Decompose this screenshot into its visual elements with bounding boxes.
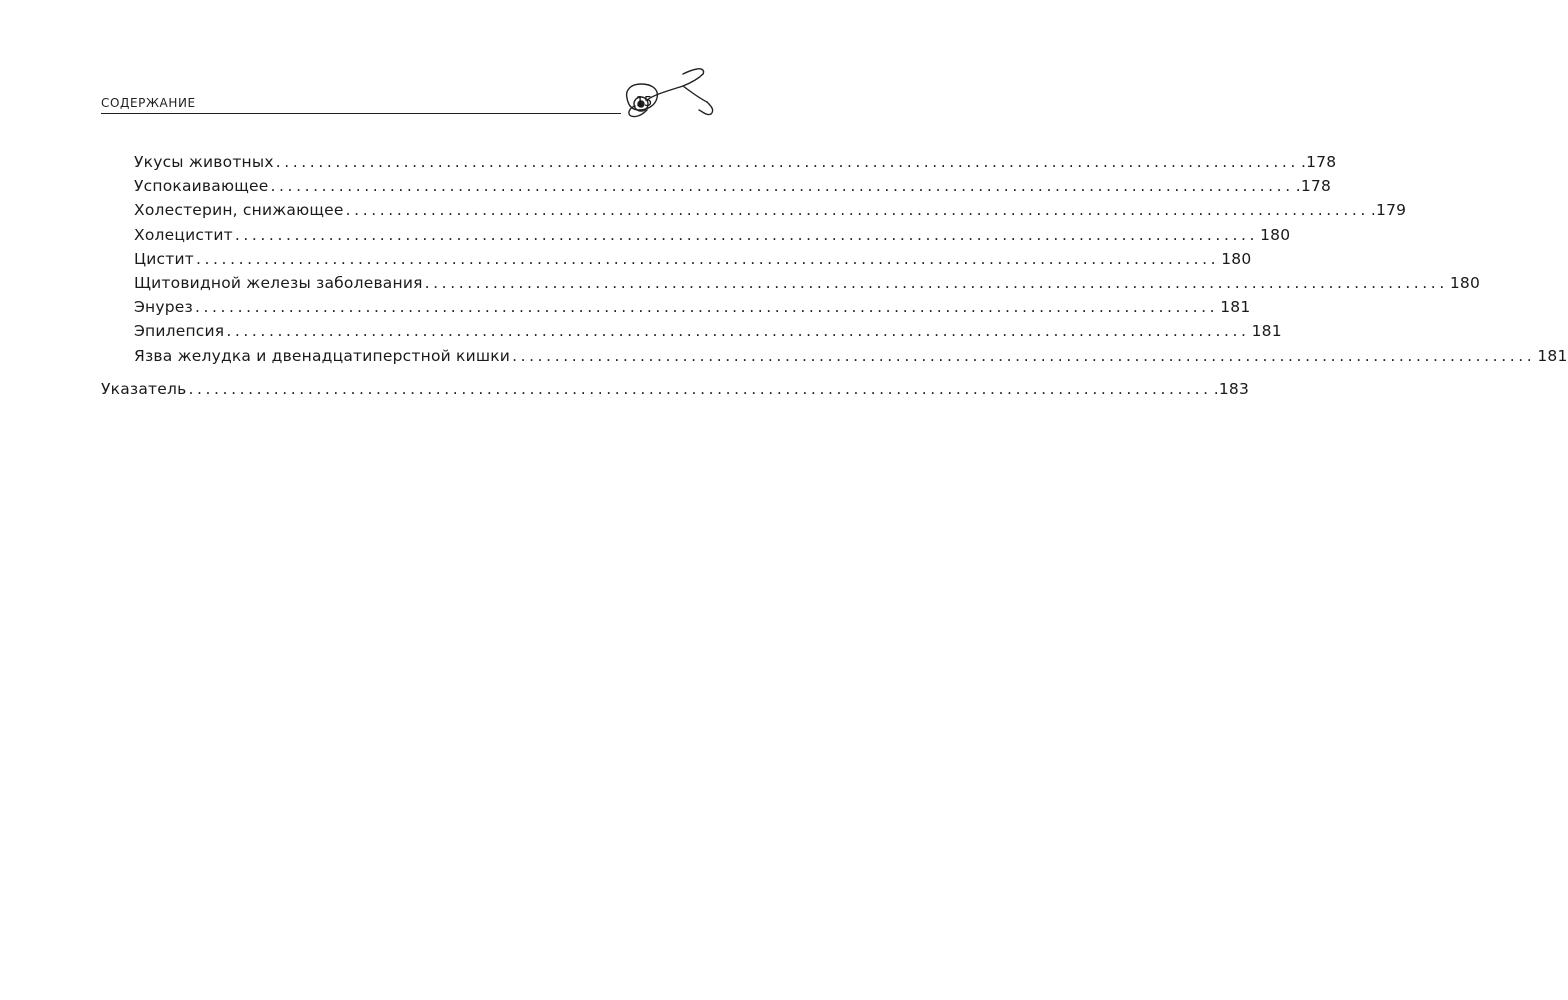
toc-entry-page: .178 — [1295, 177, 1332, 196]
toc-entry-page: .183 — [1213, 379, 1250, 398]
toc-entry[interactable] — [101, 223, 1291, 247]
toc-entry-page: 180 — [1260, 225, 1291, 244]
toc-leader-dots: ........................................................................................................................ — [270, 177, 1294, 196]
header-rule — [101, 113, 621, 114]
stethoscope-icon — [611, 62, 721, 122]
toc-entry-label: Холестерин, снижающее — [134, 201, 344, 220]
toc-entry-label: Холецистит — [134, 225, 233, 244]
toc-entry-page: 181 — [1220, 298, 1251, 317]
toc-entry[interactable] — [101, 198, 1407, 222]
toc-entry-label: Указатель — [101, 379, 187, 398]
toc-entry-page: 180 — [1221, 249, 1252, 268]
toc-entry-label: Эпилепсия — [134, 322, 225, 341]
toc-entry-label: Щитовидной железы заболевания — [134, 273, 423, 292]
toc-leader-dots: ........................................................................................................................ — [234, 225, 1259, 244]
toc-entry-label: Успокаивающее — [134, 177, 269, 196]
table-of-contents — [101, 150, 1568, 401]
toc-leader-dots: ........................................................................................................................ — [188, 379, 1212, 398]
running-header — [101, 62, 713, 122]
toc-entry-page: 181 — [1537, 346, 1568, 365]
toc-entry[interactable] — [101, 150, 1337, 174]
toc-entry[interactable] — [101, 295, 1251, 319]
toc-leader-dots: ........................................................................................................................ — [226, 322, 1250, 341]
toc-entry[interactable] — [101, 174, 1332, 198]
toc-entry-label: Язва желудка и двенадцатиперстной кишки — [134, 346, 511, 365]
toc-entry[interactable] — [101, 319, 1282, 343]
toc-entry-label: Укусы животных — [134, 153, 274, 171]
toc-entry[interactable] — [101, 247, 1252, 271]
header-title: СОДЕРЖАНИЕ — [101, 96, 196, 110]
toc-leader-dots: ........................................................................................................................ — [424, 273, 1448, 292]
page-number: 15 — [635, 95, 653, 110]
toc-entry[interactable] — [101, 271, 1481, 295]
toc-leader-dots: ........................................................................................................................ — [275, 153, 1299, 171]
toc-entry-page: 180 — [1449, 273, 1481, 292]
toc-entry-index[interactable] — [101, 377, 1250, 401]
toc-leader-dots: ........................................................................................................................ — [195, 249, 1220, 268]
toc-entry-page: .179 — [1370, 201, 1407, 220]
toc-entry-label: Энурез — [134, 298, 193, 317]
toc-leader-dots: ........................................................................................................................ — [194, 298, 1219, 317]
toc-entry[interactable] — [101, 344, 1568, 368]
toc-entry-page: .178 — [1300, 153, 1337, 171]
toc-leader-dots: ........................................................................................................................ — [512, 346, 1536, 365]
toc-leader-dots: ........................................................................................................................ — [345, 201, 1369, 220]
toc-entry-label: Цистит — [134, 249, 194, 268]
toc-entry-page: 181 — [1251, 322, 1282, 341]
